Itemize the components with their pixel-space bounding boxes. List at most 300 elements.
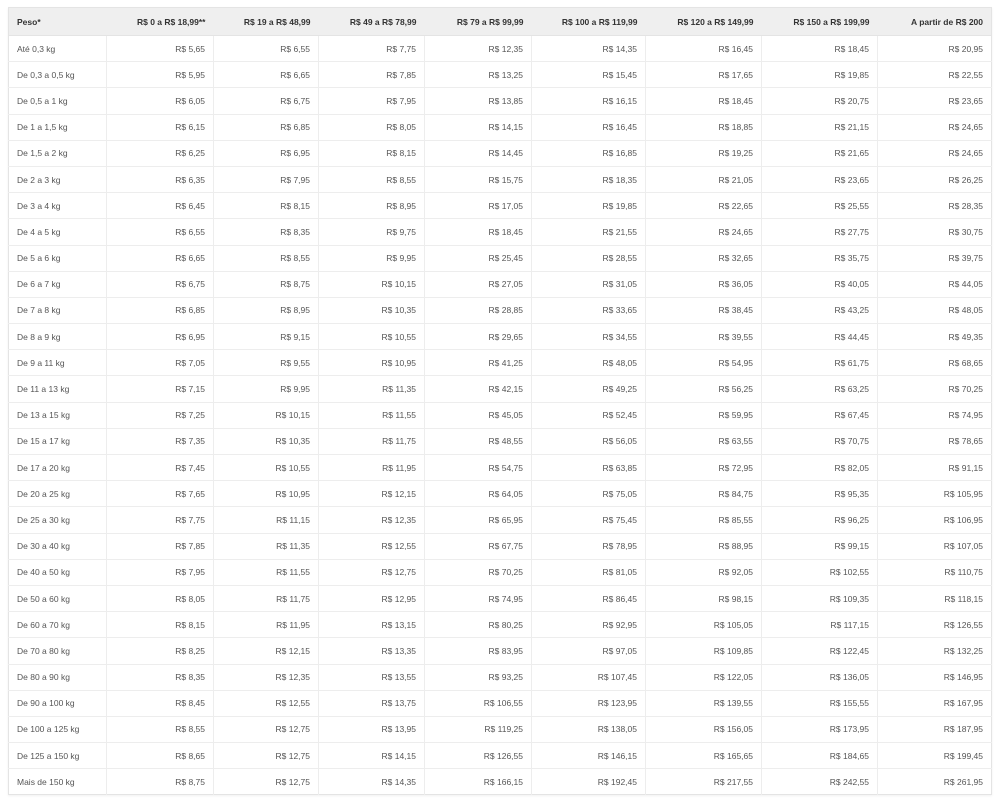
price-cell: R$ 49,35 <box>878 324 992 350</box>
weight-range-cell: De 60 a 70 kg <box>9 612 107 638</box>
weight-range-cell: De 13 a 15 kg <box>9 402 107 428</box>
price-cell: R$ 28,85 <box>425 297 532 323</box>
price-cell: R$ 18,45 <box>646 88 762 114</box>
table-row <box>9 219 992 245</box>
price-cell: R$ 91,15 <box>878 455 992 481</box>
price-cell: R$ 6,55 <box>214 36 319 62</box>
price-cell: R$ 6,35 <box>107 166 214 192</box>
price-cell: R$ 92,05 <box>646 559 762 585</box>
price-cell: R$ 8,95 <box>214 297 319 323</box>
price-cell: R$ 24,65 <box>878 140 992 166</box>
price-cell: R$ 17,65 <box>646 62 762 88</box>
price-cell: R$ 24,65 <box>646 219 762 245</box>
price-cell: R$ 84,75 <box>646 481 762 507</box>
price-cell: R$ 68,65 <box>878 350 992 376</box>
price-cell: R$ 5,65 <box>107 36 214 62</box>
price-cell: R$ 9,95 <box>214 376 319 402</box>
price-cell: R$ 122,05 <box>646 664 762 690</box>
price-cell: R$ 27,05 <box>425 271 532 297</box>
price-cell: R$ 192,45 <box>532 769 646 795</box>
price-cell: R$ 8,25 <box>107 638 214 664</box>
price-cell: R$ 16,45 <box>646 36 762 62</box>
price-cell: R$ 75,45 <box>532 507 646 533</box>
table-row <box>9 114 992 140</box>
price-cell: R$ 99,15 <box>762 533 878 559</box>
table-row <box>9 559 992 585</box>
price-cell: R$ 12,15 <box>214 638 319 664</box>
price-cell: R$ 8,05 <box>107 585 214 611</box>
price-cell: R$ 6,95 <box>107 324 214 350</box>
price-cell: R$ 92,95 <box>532 612 646 638</box>
price-cell: R$ 146,95 <box>878 664 992 690</box>
price-cell: R$ 6,75 <box>214 88 319 114</box>
price-cell: R$ 138,05 <box>532 716 646 742</box>
price-cell: R$ 24,65 <box>878 114 992 140</box>
price-cell: R$ 18,85 <box>646 114 762 140</box>
price-cell: R$ 7,85 <box>319 62 425 88</box>
weight-range-cell: De 50 a 60 kg <box>9 585 107 611</box>
weight-range-cell: De 8 a 9 kg <box>9 324 107 350</box>
table-row <box>9 769 992 795</box>
table-row <box>9 297 992 323</box>
price-cell: R$ 52,45 <box>532 402 646 428</box>
price-cell: R$ 14,45 <box>425 140 532 166</box>
price-cell: R$ 12,95 <box>319 585 425 611</box>
weight-range-cell: De 2 a 3 kg <box>9 166 107 192</box>
table-row <box>9 428 992 454</box>
price-cell: R$ 32,65 <box>646 245 762 271</box>
price-cell: R$ 6,85 <box>214 114 319 140</box>
price-cell: R$ 8,55 <box>107 716 214 742</box>
weight-range-cell: De 11 a 13 kg <box>9 376 107 402</box>
table-row <box>9 507 992 533</box>
table-row <box>9 743 992 769</box>
price-cell: R$ 29,65 <box>425 324 532 350</box>
table-row <box>9 402 992 428</box>
price-cell: R$ 8,15 <box>214 193 319 219</box>
price-cell: R$ 117,15 <box>762 612 878 638</box>
price-cell: R$ 44,05 <box>878 271 992 297</box>
price-cell: R$ 23,65 <box>762 166 878 192</box>
price-cell: R$ 166,15 <box>425 769 532 795</box>
price-cell: R$ 48,05 <box>878 297 992 323</box>
price-cell: R$ 6,45 <box>107 193 214 219</box>
weight-range-cell: De 15 a 17 kg <box>9 428 107 454</box>
price-cell: R$ 122,45 <box>762 638 878 664</box>
price-cell: R$ 63,55 <box>646 428 762 454</box>
price-cell: R$ 8,75 <box>214 271 319 297</box>
price-cell: R$ 9,95 <box>319 245 425 271</box>
price-cell: R$ 26,25 <box>878 166 992 192</box>
price-cell: R$ 82,05 <box>762 455 878 481</box>
weight-range-cell: De 6 a 7 kg <box>9 271 107 297</box>
weight-range-cell: De 100 a 125 kg <box>9 716 107 742</box>
price-cell: R$ 12,35 <box>425 36 532 62</box>
price-cell: R$ 70,25 <box>425 559 532 585</box>
price-cell: R$ 28,35 <box>878 193 992 219</box>
price-cell: R$ 21,65 <box>762 140 878 166</box>
price-cell: R$ 6,75 <box>107 271 214 297</box>
price-cell: R$ 56,05 <box>532 428 646 454</box>
price-cell: R$ 132,25 <box>878 638 992 664</box>
price-cell: R$ 6,55 <box>107 219 214 245</box>
price-cell: R$ 63,85 <box>532 455 646 481</box>
price-cell: R$ 36,05 <box>646 271 762 297</box>
weight-range-cell: De 0,3 a 0,5 kg <box>9 62 107 88</box>
weight-range-cell: Até 0,3 kg <box>9 36 107 62</box>
price-cell: R$ 22,55 <box>878 62 992 88</box>
table-row <box>9 62 992 88</box>
price-cell: R$ 80,25 <box>425 612 532 638</box>
price-cell: R$ 8,35 <box>214 219 319 245</box>
price-cell: R$ 8,15 <box>319 140 425 166</box>
price-cell: R$ 136,05 <box>762 664 878 690</box>
table-row <box>9 271 992 297</box>
weight-range-cell: De 40 a 50 kg <box>9 559 107 585</box>
price-cell: R$ 13,95 <box>319 716 425 742</box>
price-cell: R$ 11,55 <box>214 559 319 585</box>
table-row <box>9 585 992 611</box>
weight-range-cell: De 4 a 5 kg <box>9 219 107 245</box>
price-cell: R$ 7,95 <box>107 559 214 585</box>
table-row <box>9 716 992 742</box>
price-cell: R$ 6,65 <box>214 62 319 88</box>
weight-range-cell: De 9 a 11 kg <box>9 350 107 376</box>
price-cell: R$ 6,65 <box>107 245 214 271</box>
price-cell: R$ 7,05 <box>107 350 214 376</box>
table-row <box>9 193 992 219</box>
price-cell: R$ 10,15 <box>214 402 319 428</box>
weight-range-cell: De 70 a 80 kg <box>9 638 107 664</box>
shipping-price-table-container <box>8 7 991 795</box>
price-cell: R$ 11,75 <box>214 585 319 611</box>
price-cell: R$ 261,95 <box>878 769 992 795</box>
price-cell: R$ 12,75 <box>319 559 425 585</box>
price-cell: R$ 14,35 <box>532 36 646 62</box>
price-cell: R$ 19,85 <box>762 62 878 88</box>
price-cell: R$ 19,85 <box>532 193 646 219</box>
price-cell: R$ 49,25 <box>532 376 646 402</box>
price-cell: R$ 18,45 <box>425 219 532 245</box>
price-cell: R$ 96,25 <box>762 507 878 533</box>
price-cell: R$ 139,55 <box>646 690 762 716</box>
price-cell: R$ 109,35 <box>762 585 878 611</box>
price-cell: R$ 155,55 <box>762 690 878 716</box>
price-cell: R$ 13,85 <box>425 88 532 114</box>
price-cell: R$ 107,45 <box>532 664 646 690</box>
price-cell: R$ 156,05 <box>646 716 762 742</box>
price-cell: R$ 27,75 <box>762 219 878 245</box>
price-cell: R$ 8,95 <box>319 193 425 219</box>
price-cell: R$ 173,95 <box>762 716 878 742</box>
price-cell: R$ 9,15 <box>214 324 319 350</box>
price-cell: R$ 6,95 <box>214 140 319 166</box>
price-cell: R$ 78,95 <box>532 533 646 559</box>
price-cell: R$ 14,35 <box>319 769 425 795</box>
weight-range-cell: De 5 a 6 kg <box>9 245 107 271</box>
price-cell: R$ 146,15 <box>532 743 646 769</box>
price-cell: R$ 106,55 <box>425 690 532 716</box>
price-cell: R$ 118,15 <box>878 585 992 611</box>
price-cell: R$ 28,55 <box>532 245 646 271</box>
price-cell: R$ 119,25 <box>425 716 532 742</box>
price-cell: R$ 7,45 <box>107 455 214 481</box>
price-cell: R$ 8,15 <box>107 612 214 638</box>
price-cell: R$ 67,45 <box>762 402 878 428</box>
price-cell: R$ 12,75 <box>214 716 319 742</box>
price-cell: R$ 65,95 <box>425 507 532 533</box>
price-cell: R$ 11,35 <box>214 533 319 559</box>
price-cell: R$ 7,95 <box>214 166 319 192</box>
price-cell: R$ 242,55 <box>762 769 878 795</box>
price-cell: R$ 21,05 <box>646 166 762 192</box>
price-cell: R$ 11,95 <box>214 612 319 638</box>
price-cell: R$ 13,35 <box>319 638 425 664</box>
table-header-row <box>9 8 992 36</box>
column-header-price-range: R$ 120 a R$ 149,99 <box>646 8 762 36</box>
price-cell: R$ 6,85 <box>107 297 214 323</box>
table-row <box>9 533 992 559</box>
price-cell: R$ 85,55 <box>646 507 762 533</box>
price-cell: R$ 8,65 <box>107 743 214 769</box>
price-cell: R$ 20,95 <box>878 36 992 62</box>
price-cell: R$ 13,75 <box>319 690 425 716</box>
weight-range-cell: De 1,5 a 2 kg <box>9 140 107 166</box>
column-header-price-range: A partir de R$ 200 <box>878 8 992 36</box>
price-cell: R$ 184,65 <box>762 743 878 769</box>
price-cell: R$ 13,25 <box>425 62 532 88</box>
price-cell: R$ 17,05 <box>425 193 532 219</box>
price-cell: R$ 41,25 <box>425 350 532 376</box>
price-cell: R$ 31,05 <box>532 271 646 297</box>
price-cell: R$ 11,15 <box>214 507 319 533</box>
price-cell: R$ 199,45 <box>878 743 992 769</box>
price-cell: R$ 63,25 <box>762 376 878 402</box>
price-cell: R$ 64,05 <box>425 481 532 507</box>
price-cell: R$ 18,35 <box>532 166 646 192</box>
price-cell: R$ 109,85 <box>646 638 762 664</box>
column-header-price-range: R$ 49 a R$ 78,99 <box>319 8 425 36</box>
price-cell: R$ 70,75 <box>762 428 878 454</box>
price-cell: R$ 11,35 <box>319 376 425 402</box>
table-row <box>9 664 992 690</box>
price-cell: R$ 12,15 <box>319 481 425 507</box>
column-header-price-range: R$ 150 a R$ 199,99 <box>762 8 878 36</box>
price-cell: R$ 7,75 <box>319 36 425 62</box>
weight-range-cell: De 7 a 8 kg <box>9 297 107 323</box>
price-cell: R$ 8,45 <box>107 690 214 716</box>
table-row <box>9 455 992 481</box>
price-cell: R$ 35,75 <box>762 245 878 271</box>
price-cell: R$ 56,25 <box>646 376 762 402</box>
weight-range-cell: Mais de 150 kg <box>17 776 75 787</box>
price-cell: R$ 102,55 <box>762 559 878 585</box>
table-row <box>9 638 992 664</box>
table-row <box>9 245 992 271</box>
table-row <box>9 612 992 638</box>
price-cell: R$ 42,15 <box>425 376 532 402</box>
price-cell: R$ 107,05 <box>878 533 992 559</box>
price-cell: R$ 72,95 <box>646 455 762 481</box>
price-cell: R$ 70,25 <box>878 376 992 402</box>
price-cell: R$ 98,15 <box>646 585 762 611</box>
price-cell: R$ 11,75 <box>319 428 425 454</box>
weight-range-cell: De 3 a 4 kg <box>9 193 107 219</box>
price-cell: R$ 8,05 <box>319 114 425 140</box>
table-row <box>9 324 992 350</box>
price-cell: R$ 59,95 <box>646 402 762 428</box>
weight-range-cell: De 1 a 1,5 kg <box>9 114 107 140</box>
weight-range-cell: De 30 a 40 kg <box>9 533 107 559</box>
table-body <box>9 36 992 795</box>
price-cell: R$ 217,55 <box>646 769 762 795</box>
price-cell: R$ 9,75 <box>319 219 425 245</box>
price-cell: R$ 44,45 <box>762 324 878 350</box>
price-cell: R$ 106,95 <box>878 507 992 533</box>
price-cell: R$ 10,55 <box>319 324 425 350</box>
price-cell: R$ 187,95 <box>878 716 992 742</box>
price-cell: R$ 20,75 <box>762 88 878 114</box>
price-cell: R$ 61,75 <box>762 350 878 376</box>
price-cell: R$ 12,55 <box>214 690 319 716</box>
price-cell: R$ 83,95 <box>425 638 532 664</box>
price-cell: R$ 165,65 <box>646 743 762 769</box>
price-cell: R$ 75,05 <box>532 481 646 507</box>
price-cell: R$ 16,85 <box>532 140 646 166</box>
weight-range-cell: De 0,5 a 1 kg <box>9 88 107 114</box>
price-cell: R$ 67,75 <box>425 533 532 559</box>
column-header-price-range: R$ 0 a R$ 18,99** <box>107 8 214 36</box>
price-cell: R$ 9,55 <box>214 350 319 376</box>
price-cell: R$ 8,35 <box>107 664 214 690</box>
price-cell: R$ 10,95 <box>214 481 319 507</box>
price-cell: R$ 38,45 <box>646 297 762 323</box>
column-header-price-range: R$ 79 a R$ 99,99 <box>425 8 532 36</box>
weight-range-cell: De 25 a 30 kg <box>9 507 107 533</box>
weight-range-cell: De 17 a 20 kg <box>9 455 107 481</box>
price-cell: R$ 10,55 <box>214 455 319 481</box>
price-cell: R$ 40,05 <box>762 271 878 297</box>
price-cell: R$ 11,55 <box>319 402 425 428</box>
price-cell: R$ 12,35 <box>214 664 319 690</box>
price-cell: R$ 11,95 <box>319 455 425 481</box>
price-cell: R$ 13,15 <box>319 612 425 638</box>
price-cell: R$ 7,65 <box>107 481 214 507</box>
price-cell: R$ 6,15 <box>107 114 214 140</box>
price-cell: R$ 21,15 <box>762 114 878 140</box>
price-cell: R$ 14,15 <box>425 114 532 140</box>
price-cell: R$ 95,35 <box>762 481 878 507</box>
price-cell: R$ 14,15 <box>319 743 425 769</box>
price-cell: R$ 7,75 <box>107 507 214 533</box>
price-cell: R$ 86,45 <box>532 585 646 611</box>
price-cell: R$ 39,75 <box>878 245 992 271</box>
price-cell: R$ 81,05 <box>532 559 646 585</box>
price-cell: R$ 16,15 <box>532 88 646 114</box>
table-row <box>9 690 992 716</box>
weight-range-cell: De 125 a 150 kg <box>9 743 107 769</box>
weight-range-cell: De 90 a 100 kg <box>9 690 107 716</box>
price-cell: R$ 74,95 <box>425 585 532 611</box>
price-cell: R$ 88,95 <box>646 533 762 559</box>
table-row <box>9 166 992 192</box>
price-cell: R$ 5,95 <box>107 62 214 88</box>
price-cell: R$ 54,95 <box>646 350 762 376</box>
price-cell: R$ 105,95 <box>878 481 992 507</box>
price-cell: R$ 7,25 <box>107 402 214 428</box>
price-cell: R$ 8,55 <box>214 245 319 271</box>
weight-range-cell: De 20 a 25 kg <box>9 481 107 507</box>
price-cell: R$ 12,55 <box>319 533 425 559</box>
price-cell: R$ 123,95 <box>532 690 646 716</box>
price-cell: R$ 6,05 <box>107 88 214 114</box>
price-cell: R$ 8,75 <box>107 769 214 795</box>
table-row <box>9 36 992 62</box>
price-cell: R$ 8,55 <box>319 166 425 192</box>
price-cell: R$ 7,85 <box>107 533 214 559</box>
price-cell: R$ 13,55 <box>319 664 425 690</box>
price-cell: R$ 22,65 <box>646 193 762 219</box>
price-cell: R$ 23,65 <box>878 88 992 114</box>
price-cell: R$ 25,45 <box>425 245 532 271</box>
price-cell: R$ 25,55 <box>762 193 878 219</box>
price-cell: R$ 7,15 <box>107 376 214 402</box>
price-cell: R$ 7,35 <box>107 428 214 454</box>
price-cell: R$ 126,55 <box>878 612 992 638</box>
column-header-weight: Peso* <box>9 8 107 36</box>
price-cell: R$ 10,15 <box>319 271 425 297</box>
price-cell: R$ 93,25 <box>425 664 532 690</box>
column-header-price-range: R$ 19 a R$ 48,99 <box>214 8 319 36</box>
price-cell: R$ 48,55 <box>425 428 532 454</box>
price-cell: R$ 12,75 <box>214 769 319 795</box>
price-cell: R$ 7,95 <box>319 88 425 114</box>
price-cell: R$ 48,05 <box>532 350 646 376</box>
price-cell: R$ 78,65 <box>878 428 992 454</box>
table-row <box>9 376 992 402</box>
table-row <box>9 481 992 507</box>
price-cell: R$ 34,55 <box>532 324 646 350</box>
price-cell: R$ 45,05 <box>425 402 532 428</box>
price-cell: R$ 10,35 <box>214 428 319 454</box>
price-cell: R$ 12,35 <box>319 507 425 533</box>
shipping-price-table <box>8 7 992 795</box>
price-cell: R$ 39,55 <box>646 324 762 350</box>
price-cell: R$ 33,65 <box>532 297 646 323</box>
price-cell: R$ 110,75 <box>878 559 992 585</box>
price-cell: R$ 12,75 <box>214 743 319 769</box>
price-cell: R$ 54,75 <box>425 455 532 481</box>
table-row <box>9 140 992 166</box>
price-cell: R$ 15,45 <box>532 62 646 88</box>
table-row <box>9 350 992 376</box>
price-cell: R$ 10,95 <box>319 350 425 376</box>
price-cell: R$ 126,55 <box>425 743 532 769</box>
price-cell: R$ 97,05 <box>532 638 646 664</box>
price-cell: R$ 10,35 <box>319 297 425 323</box>
price-cell: R$ 21,55 <box>532 219 646 245</box>
table-row <box>9 88 992 114</box>
price-cell: R$ 18,45 <box>762 36 878 62</box>
price-cell: R$ 105,05 <box>646 612 762 638</box>
price-cell: R$ 19,25 <box>646 140 762 166</box>
price-cell: R$ 6,25 <box>107 140 214 166</box>
price-cell: R$ 30,75 <box>878 219 992 245</box>
price-cell: R$ 43,25 <box>762 297 878 323</box>
price-cell: R$ 74,95 <box>878 402 992 428</box>
price-cell: R$ 16,45 <box>532 114 646 140</box>
weight-range-cell: De 80 a 90 kg <box>9 664 107 690</box>
